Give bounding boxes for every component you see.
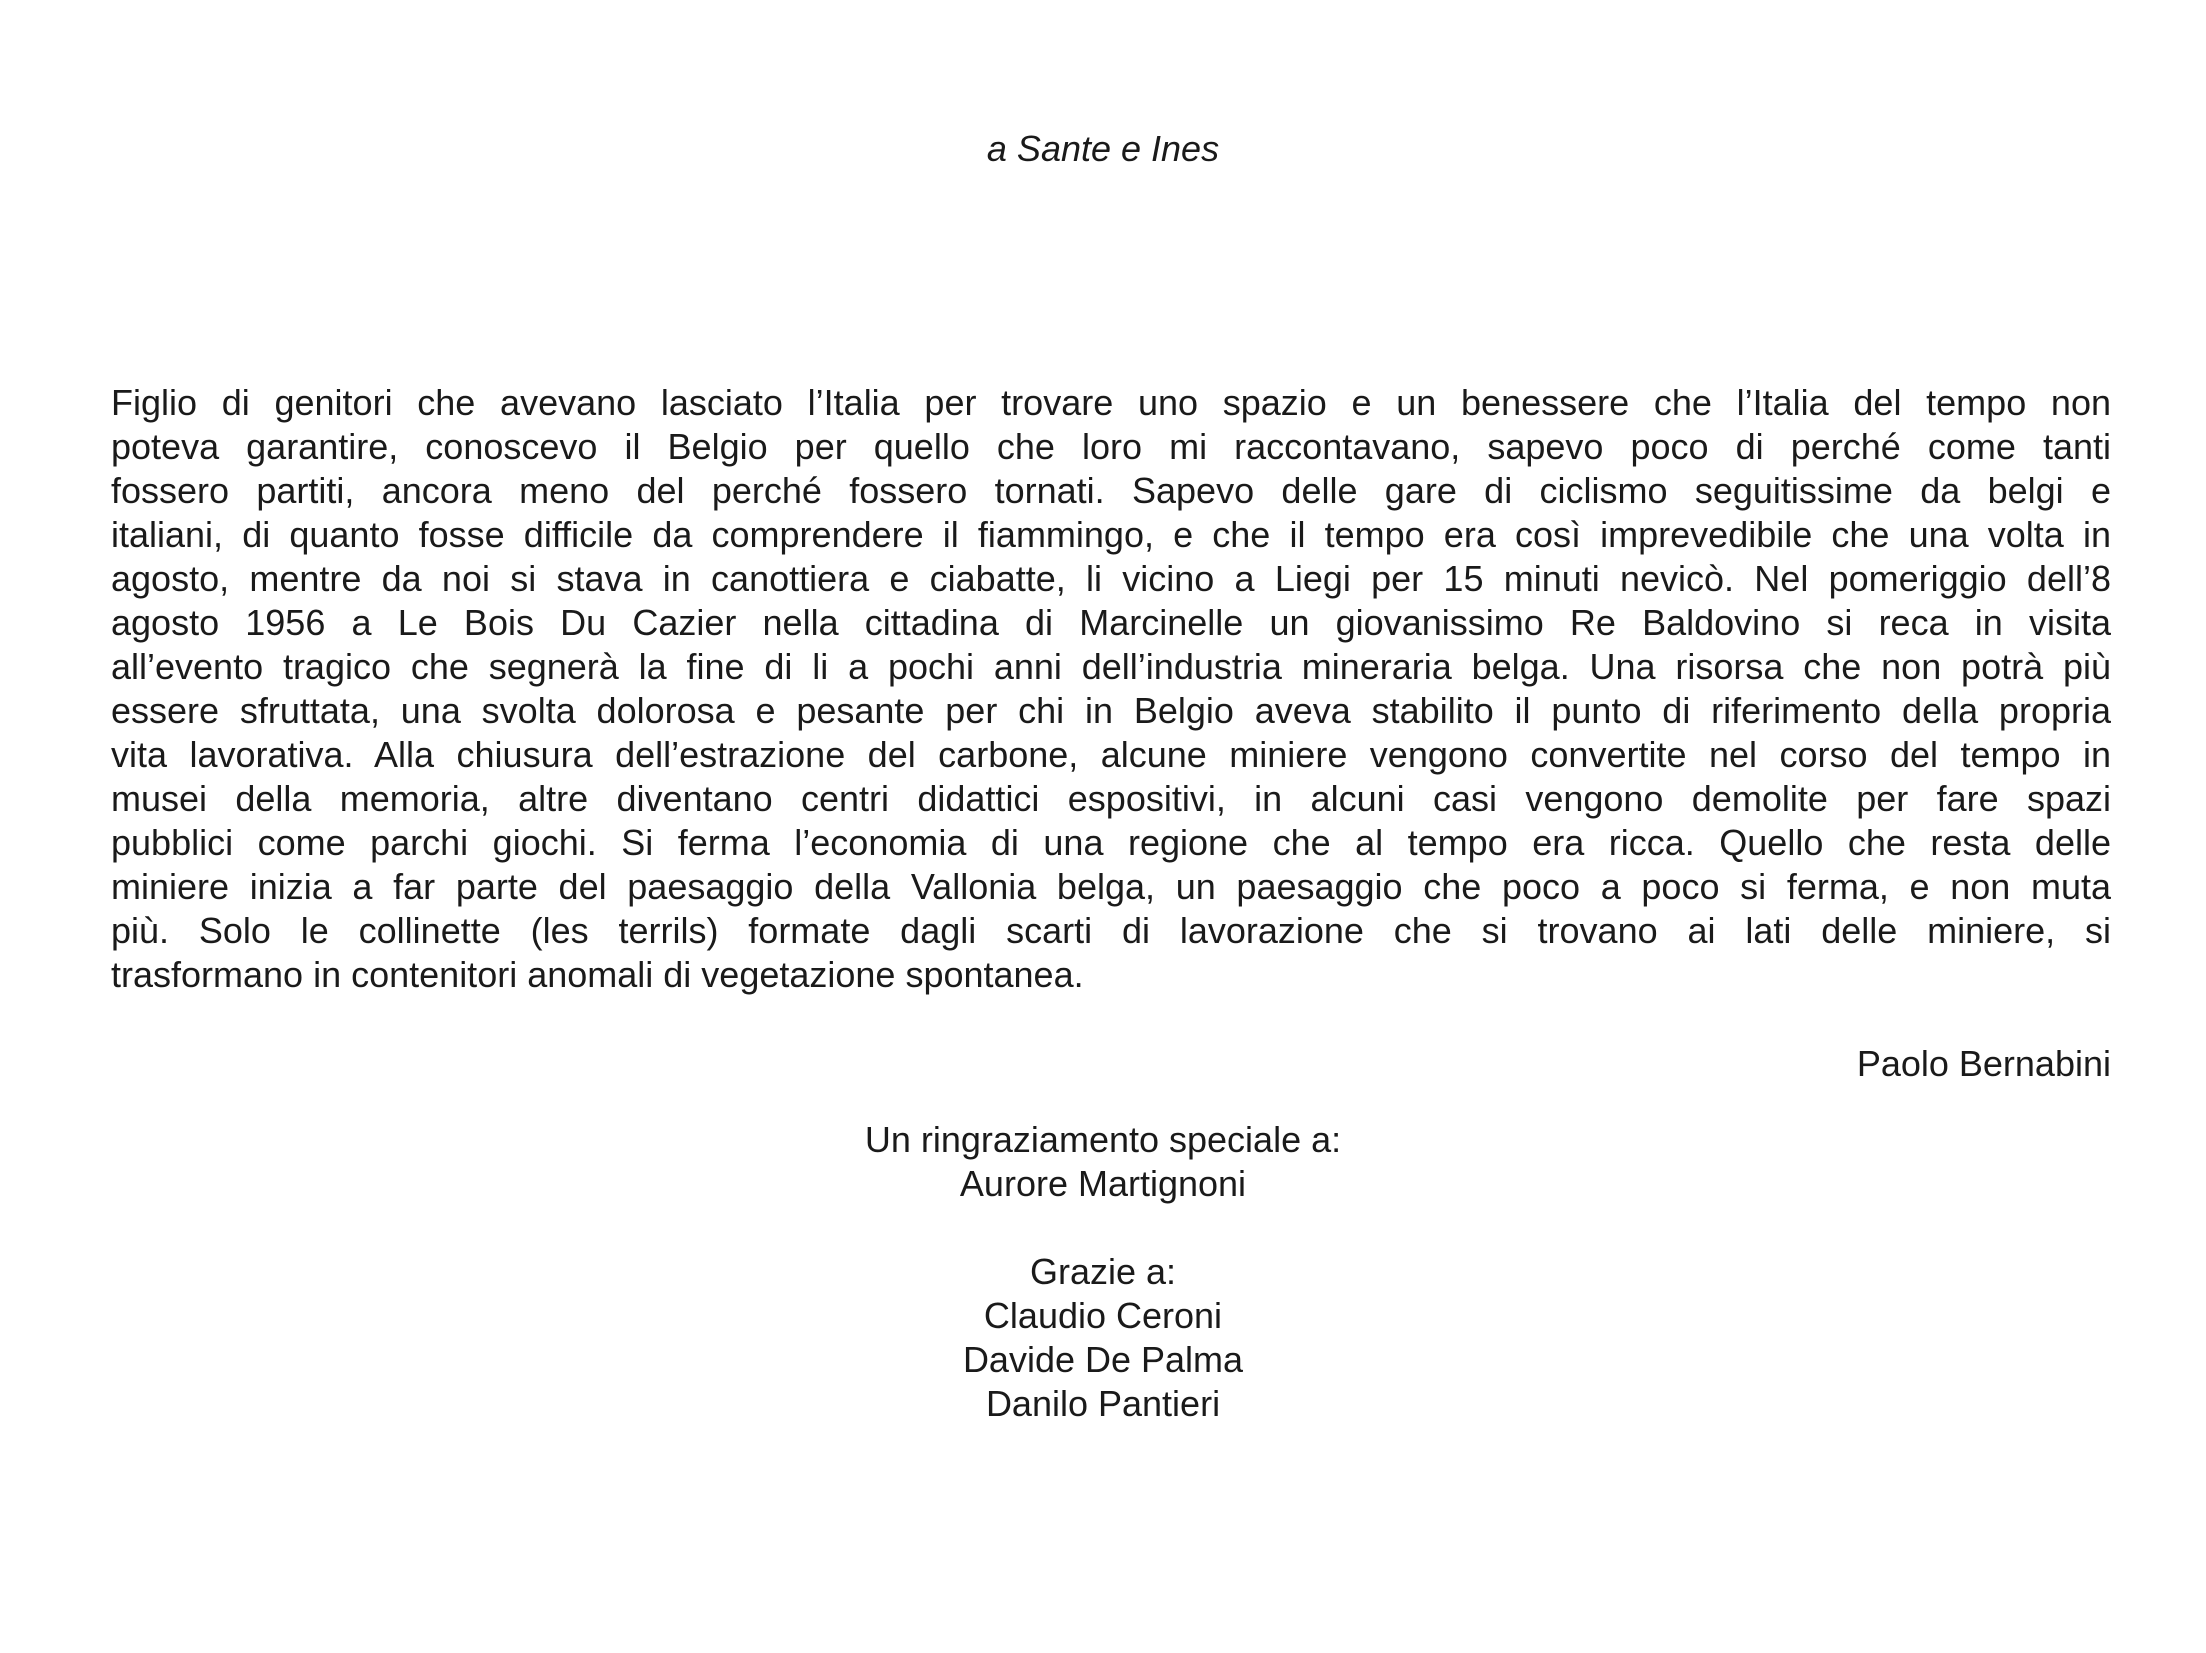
special-thanks-heading: Un ringraziamento speciale a: bbox=[864, 1119, 1342, 1160]
body-line: poteva garantire, conoscevo il Belgio per quello che loro mi raccontavano, sapevo poco di perché come tanti bbox=[111, 426, 2111, 467]
body-line: essere sfruttata, una svolta dolorosa e pesante per chi in Belgio aveva stabilito il punto di riferimento della propria bbox=[111, 690, 2111, 731]
body-line: italiani, di quanto fosse difficile da comprendere il fiammingo, e che il tempo era così imprevedibile che una volta in bbox=[111, 514, 2111, 555]
dedication: a Sante e Ines bbox=[986, 128, 1220, 169]
body-line: pubblici come parchi giochi. Si ferma l’economia di una regione che al tempo era ricca. Quello che resta delle bbox=[111, 822, 2111, 863]
author-signature: Paolo Bernabini bbox=[1856, 1043, 2111, 1084]
body-line: Figlio di genitori che avevano lasciato l’Italia per trovare uno spazio e un benessere che l’Italia del tempo non bbox=[111, 382, 2111, 423]
spacer bbox=[0, 1206, 2206, 1250]
body-line: musei della memoria, altre diventano centri didattici espositivi, in alcuni casi vengono demolite per fare spazi bbox=[111, 778, 2111, 819]
body-line: miniere inizia a far parte del paesaggio della Vallonia belga, un paesaggio che poco a poco si ferma, e non muta bbox=[111, 866, 2111, 907]
body-line: fossero partiti, ancora meno del perché fossero tornati. Sapevo delle gare di ciclismo seguitissime da belgi e bbox=[111, 470, 2111, 511]
acknowledgements bbox=[0, 1118, 2206, 1426]
body-line: trasformano in contenitori anomali di vegetazione spontanea. bbox=[111, 954, 1084, 995]
special-thanks-name: Aurore Martignoni bbox=[959, 1163, 1247, 1204]
thanks-name: Claudio Ceroni bbox=[983, 1295, 1223, 1336]
thanks-heading: Grazie a: bbox=[1029, 1251, 1177, 1292]
thanks-name: Danilo Pantieri bbox=[985, 1383, 1221, 1424]
body-line: all’evento tragico che segnerà la fine di li a pochi anni dell’industria mineraria belga. Una risorsa che non potrà più bbox=[111, 646, 2111, 687]
body-paragraph bbox=[111, 381, 2111, 997]
body-line: più. Solo le collinette (les terrils) formate dagli scarti di lavorazione che si trovano ai lati delle miniere, si bbox=[111, 910, 2111, 951]
body-line: vita lavorativa. Alla chiusura dell’estrazione del carbone, alcune miniere vengono convertite nel corso del tempo in bbox=[111, 734, 2111, 775]
body-line: agosto, mentre da noi si stava in canottiera e ciabatte, li vicino a Liegi per 15 minuti nevicò. Nel pomeriggio dell’8 bbox=[111, 558, 2111, 599]
body-line: agosto 1956 a Le Bois Du Cazier nella cittadina di Marcinelle un giovanissimo Re Baldovino si reca in visita bbox=[111, 602, 2111, 643]
thanks-name: Davide De Palma bbox=[962, 1339, 1244, 1380]
